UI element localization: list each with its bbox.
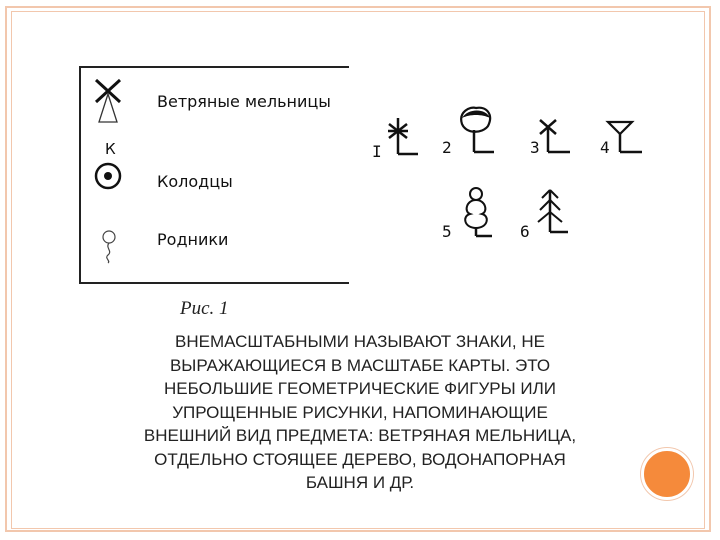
body-line: ВНЕМАСШТАБНЫМИ НАЗЫВАЮТ ЗНАКИ, НЕ — [175, 332, 545, 351]
body-line: ОТДЕЛЬНО СТОЯЩЕЕ ДЕРЕВО, ВОДОНАПОРНАЯ — [154, 449, 566, 469]
body-text — [40, 330, 680, 495]
body-line: ВНЕШНИЙ ВИД ПРЕДМЕТА: ВЕТРЯНАЯ МЕЛЬНИЦА, — [143, 426, 577, 445]
legend-letter-k: К — [105, 140, 116, 158]
symbol-number: 2 — [442, 138, 452, 157]
spring-icon — [99, 228, 119, 264]
body-line: БАШНЯ И ДР. — [305, 473, 415, 492]
body-line: ВЫРАЖАЮЩИЕСЯ В МАСШТАБЕ КАРТЫ. ЭТО — [169, 355, 551, 375]
legend-label-wells: Колодцы — [157, 172, 233, 191]
figure-caption: Рис. 1 — [180, 298, 229, 319]
body-line: НЕБОЛЬШИЕ ГЕОМЕТРИЧЕСКИЕ ФИГУРЫ ИЛИ — [164, 379, 556, 398]
symbol-number: 6 — [520, 222, 530, 241]
legend-label-windmills: Ветряные мельницы — [157, 92, 331, 111]
symbol-number: 5 — [442, 222, 452, 241]
legend-label-springs: Родники — [157, 230, 229, 249]
windmill-symbol-icon — [386, 112, 422, 158]
body-line: УПРОЩЕННЫЕ РИСУНКИ, НАПОМИНАЮЩИЕ — [172, 402, 548, 422]
conifer-icon — [536, 186, 572, 236]
water-tower-icon — [606, 116, 646, 156]
windmill-icon — [93, 78, 123, 124]
windmill-l-icon — [538, 116, 574, 156]
symbol-number: I — [372, 142, 382, 161]
symbol-number: 3 — [530, 138, 540, 157]
legend-box — [79, 66, 349, 284]
well-icon — [94, 162, 122, 190]
symbol-number: 4 — [600, 138, 610, 157]
tree-round-icon — [456, 104, 496, 156]
bush-icon — [460, 186, 494, 238]
